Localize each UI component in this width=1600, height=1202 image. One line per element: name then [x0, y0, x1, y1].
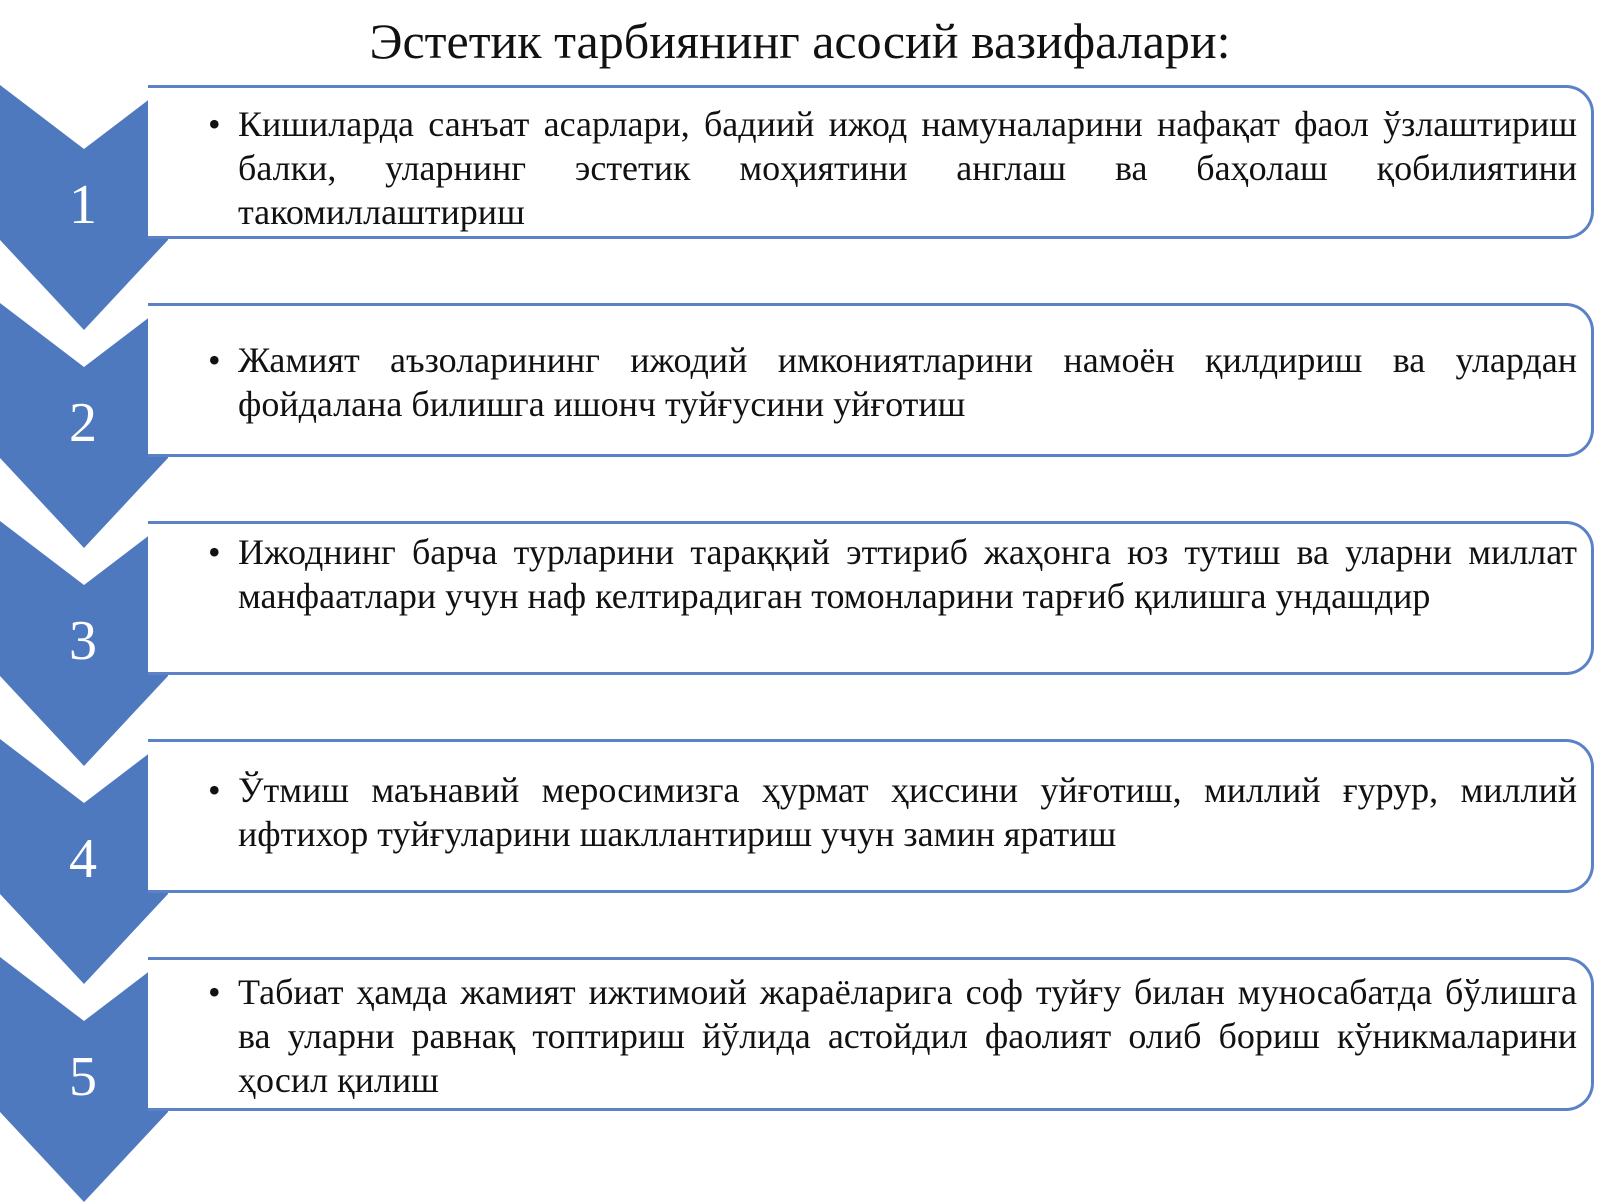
step-2-text: • Жамият аъзоларининг ижодий имкониятларини намоён қилдириш ва улардан фойдалана билишга ишонч туйғусини уйғотиш	[208, 338, 1577, 426]
step-2	[0, 303, 1600, 548]
step-5-text: • Табиат ҳамда жамият ижтимоий жараёларига соф туйғу билан муносабатда бўлишга ва уларни равнақ топтириш йўлида астойдил фаолият олиб бориш кўникмаларини ҳосил қилиш	[208, 970, 1577, 1102]
step-4-number: 4	[69, 828, 97, 890]
page-title: Эстетик тарбиянинг асосий вазифалари:	[369, 13, 1231, 69]
step-1-number: 1	[69, 174, 97, 236]
step-2-box	[148, 303, 1594, 457]
step-1-text: • Кишиларда санъат асарлари, бадиий ижод намуналарини нафақат фаол ўзлаштириш балки, уларнинг эстетик моҳиятини англаш ва баҳолаш қобилиятини такомиллаштириш	[208, 102, 1577, 234]
step-4-box	[148, 739, 1594, 893]
step-3-text: • Ижоднинг барча турларини тараққий эттириб жаҳонга юз тутиш ва уларни миллат манфаатлари учун наф келтирадиган томонларини тарғиб қилишга ундашдир	[208, 530, 1577, 618]
step-5-list	[208, 970, 1577, 1102]
step-2-number: 2	[69, 392, 97, 454]
step-1-box	[148, 85, 1594, 239]
step-3-list	[208, 530, 1577, 618]
step-1	[0, 85, 1600, 330]
step-4	[0, 739, 1600, 984]
step-5-number: 5	[69, 1046, 97, 1108]
step-2-list	[208, 338, 1577, 426]
step-3-number: 3	[69, 610, 97, 672]
step-4-text: • Ўтмиш маънавий меросимизга ҳурмат ҳиссини уйғотиш, миллий ғурур, миллий ифтихор туйғуларини шакллантириш учун замин яратиш	[208, 768, 1577, 856]
step-1-list	[208, 102, 1577, 234]
step-4-list	[208, 768, 1577, 856]
step-5-box	[148, 957, 1594, 1111]
step-3-box	[148, 521, 1594, 675]
step-5	[0, 957, 1600, 1202]
step-3	[0, 521, 1600, 766]
